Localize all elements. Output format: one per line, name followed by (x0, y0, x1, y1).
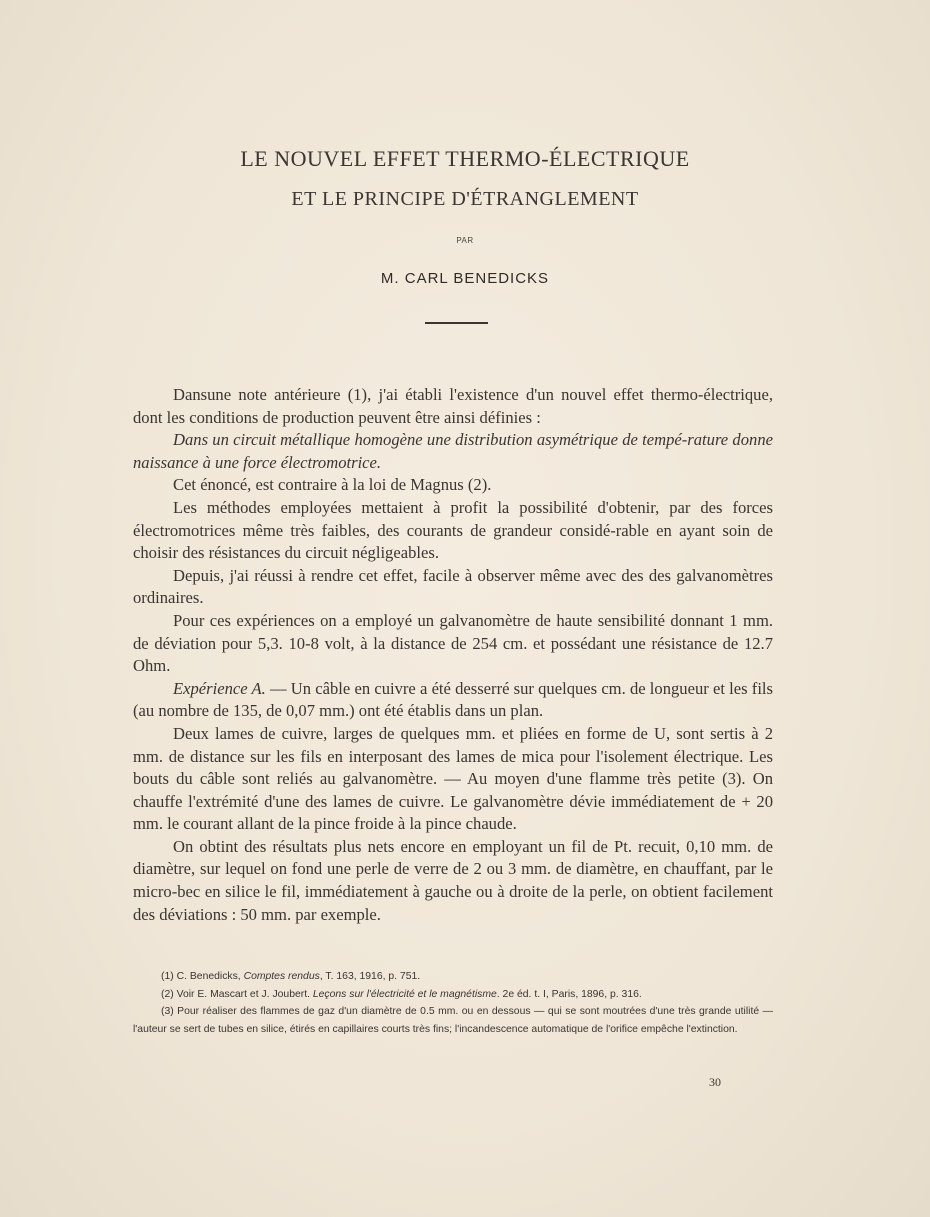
paragraph-text: Depuis, j'ai réussi à rendre cet effet, facile à observer même avec des des galvanomètres ordinaires. (133, 565, 773, 608)
title-line-1: LE NOUVEL EFFET THERMO-ÉLECTRIQUE (240, 146, 690, 171)
title-line-2: ET LE PRINCIPE D'ÉTRANGLEMENT (291, 188, 639, 210)
paragraph-text: — Un câble en cuivre a été desserré sur quelques cm. de longueur et les fils (au nombre de 135, de 0,07 mm.) ont été établis dans un plan. (133, 678, 773, 721)
title-divider (425, 322, 488, 324)
paragraph-emphasis: Dans un circuit métallique homogène une distribution asymétrique de tempé-rature donne naissance à une force électromotrice. (133, 430, 773, 472)
paragraph-9 (133, 836, 773, 926)
paragraph-text: Dansune note antérieure (1), j'ai établi l'existence d'un nouvel effet thermo-électrique, dont les conditions de production peuvent être ainsi définies : (133, 385, 773, 427)
paragraph-text: Pour ces expériences on a employé un galvanomètre de haute sensibilité donnant 1 mm. de déviation pour 5,3. 10-8 volt, à la distance de 254 cm. et possédant une résistance de 12.7 Ohm. (133, 610, 773, 676)
paragraph-5 (133, 565, 773, 610)
paragraph-text: Cet énoncé, est contraire à la loi de Magnus (2). (173, 475, 492, 495)
footnotes (133, 968, 773, 1038)
footnote-text: (1) C. Benedicks, (161, 971, 244, 982)
footnote-title: Leçons sur l'électricité et le magnétisme (312, 988, 497, 1000)
page-number: 30 (709, 1075, 721, 1089)
paragraph-7-experiment-a (133, 678, 773, 723)
footnote-title: Comptes rendus (243, 971, 320, 982)
body-text (133, 384, 773, 926)
footnote-2 (133, 986, 773, 1004)
paragraph-text: Les méthodes employées mettaient à profit la possibilité d'obtenir, par des forces électromotrices même très faibles, des courants de grandeur considé-rable en ayant soin de choisir des résistances du circuit négligeables. (133, 497, 773, 563)
author-name: M. CARL BENEDICKS (380, 270, 550, 287)
footnote-1 (133, 968, 773, 986)
paragraph-1 (133, 384, 773, 429)
footnote-text: (3) Pour réaliser des flammes de gaz d'un diamètre de 0.5 mm. ou en dessous — qui se sont moutrées d'une très grande utilité — l'auteur se sert de tubes en silice, étirés en capillaires courts très fins; l'incandescence automatique de l'orifice empêche l'extinction. (133, 1006, 773, 1035)
by-label: PAR (456, 236, 474, 245)
paragraph-6 (133, 610, 773, 678)
footnote-text: . 2e éd. t. I, Paris, 1896, p. 316. (496, 988, 642, 1000)
footnote-text: , T. 163, 1916, p. 751. (319, 971, 421, 982)
paragraph-8 (133, 723, 773, 836)
paragraph-text: On obtint des résultats plus nets encore en employant un fil de Pt. recuit, 0,10 mm. de diamètre, sur lequel on fond une perle de verre de 2 ou 3 mm. de diamètre, en chauffant, par le micro-bec en silice le fil, immédiatement à gauche ou à droite de la perle, on obtient facilement des déviations : 50 mm. par exemple. (133, 836, 773, 924)
paragraph-3 (133, 474, 773, 497)
footnote-3 (133, 1003, 773, 1038)
footnote-text: (2) Voir E. Mascart et J. Joubert. (161, 988, 313, 1000)
paragraph-text: Deux lames de cuivre, larges de quelques mm. et pliées en forme de U, sont sertis à 2 mm. de distance sur les fils en interposant des lames de mica pour l'isolement électrique. Les bouts du câble sont reliés au galvanomètre. — Au moyen d'une flamme très petite (3). On chauffe l'extrémité d'une des lames de cuivre. Le galvanomètre dévie immédiatement de + 20 mm. le courant allant de la pince froide à la pince chaude. (133, 723, 773, 834)
experiment-heading: Expérience A. (173, 678, 266, 698)
paragraph-4 (133, 497, 773, 565)
paragraph-2-definition (133, 429, 773, 474)
